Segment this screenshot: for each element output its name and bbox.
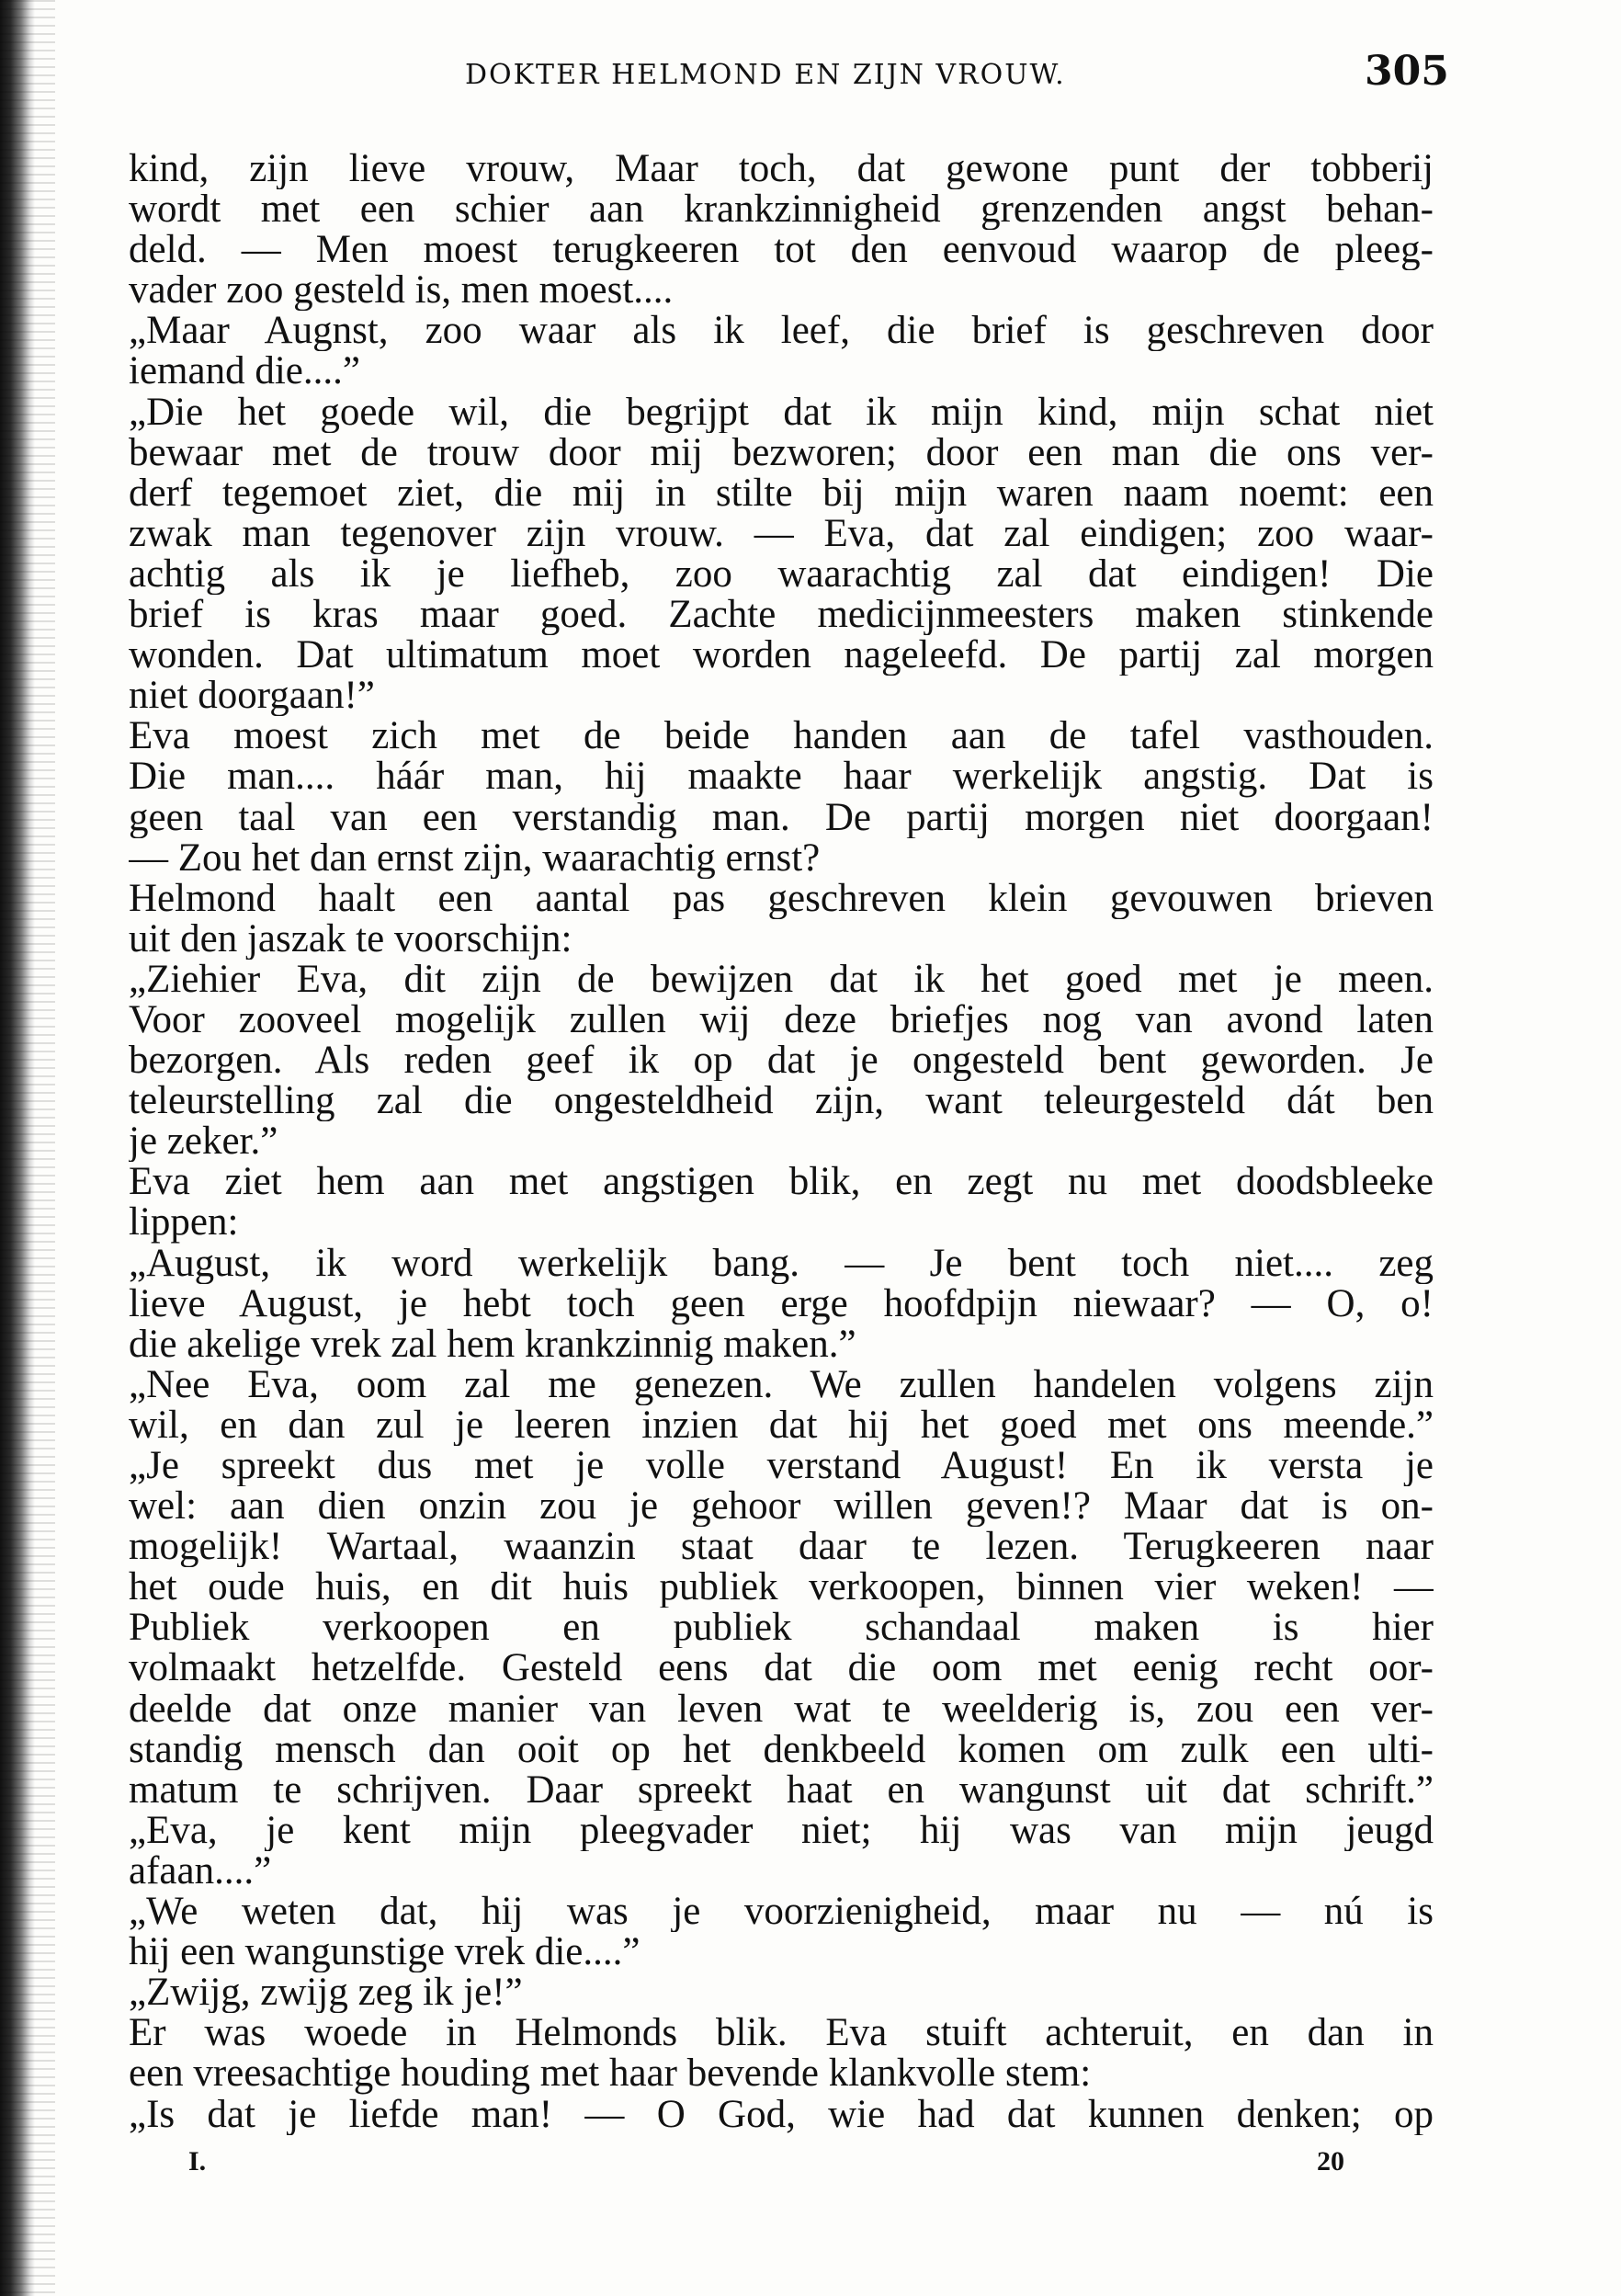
text-line: bezorgen. Als reden geef ik op dat je ongesteld bent geworden. Je <box>129 1040 1434 1082</box>
text-line: Helmond haalt een aantal pas geschreven klein gevouwen brieven <box>129 878 1434 919</box>
running-head: DOKTER HELMOND EN ZIJN VROUW. <box>465 59 1066 91</box>
text-line: geen taal van een verstandig man. De partij morgen niet doorgaan! <box>129 797 1434 838</box>
text-line: Er was woede in Helmonds blik. Eva stuift achteruit, en dan in <box>129 2013 1434 2054</box>
text-line: „Nee Eva, oom zal me genezen. We zullen handelen volgens zijn <box>129 1364 1434 1405</box>
text-line: lippen: <box>129 1202 239 1244</box>
text-line: hij een wangunstige vrek die....” <box>129 1932 640 1973</box>
text-line: wonden. Dat ultimatum moet worden nageleefd. De partij zal morgen <box>129 635 1434 676</box>
text-line: die akelige vrek zal hem krankzinnig maken.” <box>129 1324 856 1365</box>
text-line: deld. — Men moest terugkeeren tot den eenvoud waarop de pleeg- <box>129 230 1434 271</box>
text-line: „Die het goede wil, die begrijpt dat ik mijn kind, mijn schat niet <box>129 392 1434 433</box>
text-line: „Is dat je liefde man! — O God, wie had dat kunnen denken; op <box>129 2094 1434 2135</box>
text-line: matum te schrijven. Daar spreekt haat en wangunst uit dat schrift.” <box>129 1769 1434 1811</box>
signature-mark: I. <box>188 2146 207 2177</box>
text-line: je zeker.” <box>129 1121 278 1163</box>
text-line: wordt met een schier aan krankzinnigheid grenzenden angst behan- <box>129 189 1434 231</box>
text-line: achtig als ik je liefheb, zoo waarachtig zal dat eindigen! Die <box>129 553 1434 596</box>
text-line: niet doorgaan!” <box>129 676 375 717</box>
sheet-number: 20 <box>1317 2146 1344 2177</box>
text-line: „Je spreekt dus met je volle verstand August! En ik versta je <box>129 1446 1434 1487</box>
text-line: wel: aan dien onzin zou je gehoor willen geven!? Maar dat is on- <box>129 1486 1434 1528</box>
text-line: teleurstelling zal die ongesteldheid zijn, want teleurgesteld dát ben <box>129 1081 1434 1122</box>
text-line: uit den jaszak te voorschijn: <box>129 918 572 960</box>
text-line: lieve August, je hebt toch geen erge hoofdpijn niewaar? — O, o! <box>129 1283 1434 1324</box>
text-line: Publiek verkoopen en publiek schandaal maken is hier <box>129 1608 1434 1649</box>
text-line: kind, zijn lieve vrouw, Maar toch, dat gewone punt der tobberij <box>129 149 1434 190</box>
text-line: „Maar Augnst, zoo waar als ik leef, die brief is geschreven door <box>129 311 1434 352</box>
text-line: afaan....” <box>129 1850 272 1892</box>
body-text <box>129 149 1434 2135</box>
text-line: Voor zooveel mogelijk zullen wij deze briefjes nog van avond laten <box>129 999 1434 1041</box>
text-line: een vreesachtige houding met haar bevende klankvolle stem: <box>129 2053 1092 2095</box>
text-line: standig mensch dan ooit op het denkbeeld komen om zulk een ulti- <box>129 1729 1434 1770</box>
text-line: vader zoo gesteld is, men moest.... <box>129 270 674 312</box>
text-line: brief is kras maar goed. Zachte medicijnmeesters maken stinkende <box>129 595 1434 636</box>
text-line: Die man.... háár man, hij maakte haar werkelijk angstig. Dat is <box>129 756 1434 798</box>
text-line: het oude huis, en dit huis publiek verkoopen, binnen vier weken! — <box>129 1567 1434 1608</box>
text-line: bewaar met de trouw door mij bezworen; door een man die ons ver- <box>129 432 1434 473</box>
text-line: Eva ziet hem aan met angstigen blik, en zegt nu met doodsbleeke <box>129 1162 1434 1203</box>
text-line: zwak man tegenover zijn vrouw. — Eva, dat zal eindigen; zoo waar- <box>129 513 1434 554</box>
text-line: „Ziehier Eva, dit zijn de bewijzen dat ik het goed met je meen. <box>129 959 1434 1000</box>
text-line: Eva moest zich met de beide handen aan de tafel vasthouden. <box>129 716 1434 757</box>
text-line: deelde dat onze manier van leven wat te weelderig is, zou een ver- <box>129 1688 1434 1730</box>
text-line: volmaakt hetzelfde. Gesteld eens dat die oom met eenig recht oor- <box>129 1648 1434 1689</box>
text-line: mogelijk! Wartaal, waanzin staat daar te lezen. Terugkeeren naar <box>129 1527 1434 1568</box>
text-line: derf tegemoet ziet, die mij in stilte bij mijn waren naam noemt: een <box>129 472 1434 514</box>
text-line: „We weten dat, hij was je voorzienigheid, maar nu — nú is <box>129 1892 1434 1933</box>
text-line: — Zou het dan ernst zijn, waarachtig ernst? <box>129 837 821 879</box>
page-number: 305 <box>1365 48 1449 95</box>
text-line: „August, ik word werkelijk bang. — Je bent toch niet.... zeg <box>129 1243 1434 1284</box>
text-line: „Eva, je kent mijn pleegvader niet; hij was van mijn jeugd <box>129 1810 1434 1851</box>
spine-texture <box>0 0 55 2296</box>
text-line: wil, en dan zul je leeren inzien dat hij het goed met ons meende.” <box>129 1404 1434 1446</box>
text-line: „Zwijg, zwijg zeg ik je!” <box>129 1972 523 2014</box>
text-line: iemand die....” <box>129 351 360 392</box>
